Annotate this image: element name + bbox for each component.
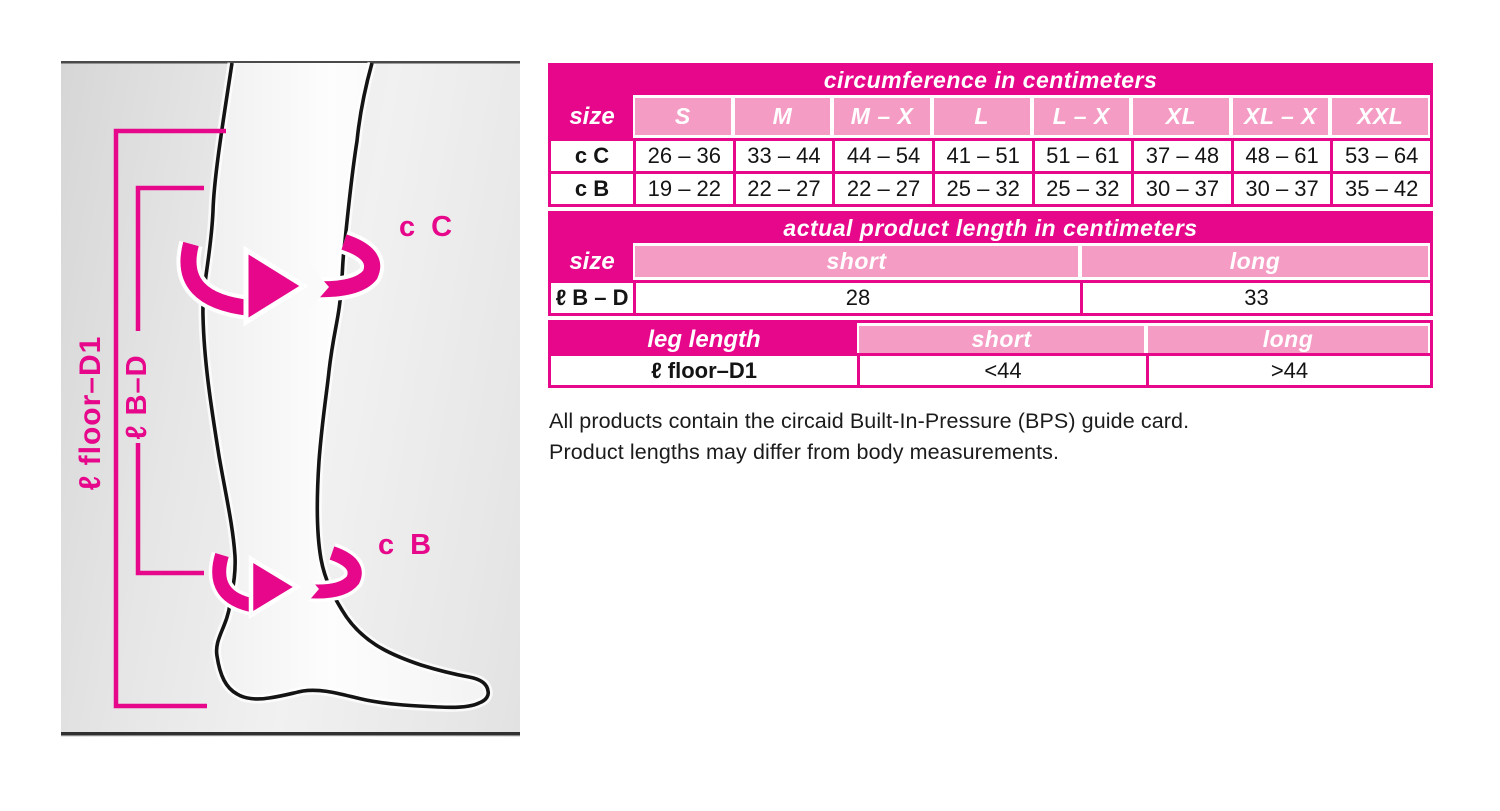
floor-d1-length-label: ℓ floor–D1 bbox=[74, 335, 107, 491]
calf-circumference-label: c C bbox=[399, 211, 457, 243]
footnotes bbox=[549, 406, 1189, 468]
column-header: XXL bbox=[1332, 98, 1428, 135]
column-header-short: short bbox=[859, 326, 1144, 353]
row-label: ℓ B – D bbox=[551, 283, 633, 313]
b-d-length-label: ℓ B–D bbox=[120, 354, 153, 440]
circumference-table-title: circumference in centimeters bbox=[551, 66, 1430, 95]
column-header: S bbox=[635, 98, 731, 135]
value-cell: 33 – 44 bbox=[733, 141, 833, 171]
footnote-line: Product lengths may differ from body measurements. bbox=[549, 440, 1060, 464]
row-label: ℓ floor–D1 bbox=[551, 356, 857, 385]
column-header-short: short bbox=[635, 246, 1078, 277]
product-length-header-row bbox=[551, 243, 1430, 280]
value-cell: 30 – 37 bbox=[1131, 174, 1231, 204]
product-length-table bbox=[548, 211, 1433, 316]
value-cell: 26 – 36 bbox=[633, 141, 733, 171]
column-header: M bbox=[735, 98, 831, 135]
leg-length-header-cell: leg length bbox=[551, 323, 857, 356]
value-cell: 44 – 54 bbox=[832, 141, 932, 171]
table-row-floor-d1 bbox=[551, 353, 1430, 385]
value-cell: 35 – 42 bbox=[1330, 174, 1430, 204]
value-cell: 22 – 27 bbox=[733, 174, 833, 204]
table-row-cb bbox=[551, 171, 1430, 204]
value-cell: 51 – 61 bbox=[1032, 141, 1132, 171]
circumference-table bbox=[548, 63, 1433, 207]
table-row-cc bbox=[551, 138, 1430, 171]
value-cell: 37 – 48 bbox=[1131, 141, 1231, 171]
floor-line bbox=[61, 732, 520, 736]
ankle-circumference-label: c B bbox=[378, 529, 436, 561]
value-cell: <44 bbox=[857, 356, 1146, 385]
column-header-long: long bbox=[1082, 246, 1428, 277]
column-header: L bbox=[934, 98, 1030, 135]
column-header: XL – X bbox=[1233, 98, 1329, 135]
leg-length-header-row bbox=[551, 323, 1430, 353]
column-header-long: long bbox=[1148, 326, 1428, 353]
value-cell: >44 bbox=[1146, 356, 1430, 385]
footnote-line: All products contain the circaid Built-In-Pressure (BPS) guide card. bbox=[549, 409, 1190, 433]
column-header: XL bbox=[1133, 98, 1229, 135]
row-label: c B bbox=[551, 174, 633, 204]
value-cell: 25 – 32 bbox=[932, 174, 1032, 204]
value-cell: 41 – 51 bbox=[932, 141, 1032, 171]
table-row-lbd bbox=[551, 280, 1430, 313]
value-cell: 53 – 64 bbox=[1330, 141, 1430, 171]
circumference-header-row bbox=[551, 95, 1430, 138]
leg-measurement-diagram bbox=[61, 61, 520, 737]
value-cell: 25 – 32 bbox=[1032, 174, 1132, 204]
sizing-tables bbox=[548, 63, 1433, 388]
value-cell: 33 bbox=[1080, 283, 1430, 313]
value-cell: 22 – 27 bbox=[832, 174, 932, 204]
value-cell: 48 – 61 bbox=[1231, 141, 1331, 171]
value-cell: 30 – 37 bbox=[1231, 174, 1331, 204]
product-length-table-title: actual product length in centimeters bbox=[551, 214, 1430, 243]
size-header-cell: size bbox=[551, 243, 633, 280]
size-header-cell: size bbox=[551, 95, 633, 138]
row-label: c C bbox=[551, 141, 633, 171]
column-header: M – X bbox=[834, 98, 930, 135]
column-header: L – X bbox=[1034, 98, 1130, 135]
value-cell: 28 bbox=[633, 283, 1080, 313]
leg-length-table bbox=[548, 320, 1433, 388]
value-cell: 19 – 22 bbox=[633, 174, 733, 204]
